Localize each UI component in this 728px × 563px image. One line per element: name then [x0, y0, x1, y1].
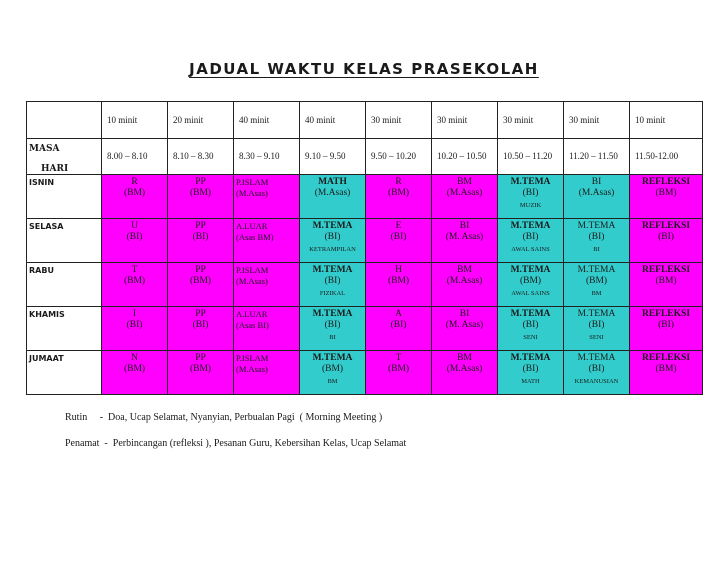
subject-cell — [102, 175, 168, 219]
subject-cell — [432, 307, 498, 351]
subject-name: H — [395, 265, 402, 275]
subject-medium: (BM) — [189, 276, 212, 286]
subject-medium: (BI) — [588, 320, 605, 330]
subject-name: R — [395, 177, 402, 187]
time-cell: 9.50 – 10.20 — [366, 139, 432, 175]
subject-cell — [366, 307, 432, 351]
subject-medium: (BM) — [585, 276, 608, 286]
subject-medium: (M.Asas) — [578, 188, 615, 198]
subject-name: BI — [591, 177, 602, 187]
subject-name: U — [131, 221, 138, 231]
subject-medium: (BI) — [390, 320, 407, 330]
subject-theme: SENI — [523, 334, 538, 341]
subject-name: M.TEMA — [510, 265, 551, 275]
subject-medium: (M. Asas) — [445, 232, 484, 242]
day-name-cell — [27, 263, 102, 307]
subject-theme: BM — [591, 290, 602, 297]
subject-medium: (BM) — [519, 276, 542, 286]
subject-name: BI — [459, 221, 470, 231]
time-cell: 9.10 – 9.50 — [300, 139, 366, 175]
subject-cell — [234, 219, 300, 263]
subject-name: P.ISLAM — [236, 353, 269, 363]
time-cell: 8.00 – 8.10 — [102, 139, 168, 175]
subject-name: N — [131, 353, 138, 363]
subject-cell — [630, 263, 703, 307]
subject-name: M.TEMA — [577, 309, 616, 319]
subject-theme: KETRAMPILAN — [309, 246, 356, 253]
day-row — [27, 175, 703, 219]
duration-cell: 30 minit — [366, 102, 432, 139]
duration-cell: 40 minit — [300, 102, 366, 139]
subject-medium: (BI) — [658, 232, 674, 242]
duration-cell: 10 minit — [630, 102, 703, 139]
day-row — [27, 351, 703, 395]
subject-cell — [432, 351, 498, 395]
subject-medium: (BM) — [655, 364, 677, 374]
timetable — [26, 101, 703, 395]
subject-name: A.LUAR — [236, 221, 268, 231]
subject-cell — [564, 307, 630, 351]
subject-cell — [234, 351, 300, 395]
subject-cell — [168, 307, 234, 351]
subject-name: A — [395, 309, 402, 319]
subject-cell — [300, 175, 366, 219]
subject-name: M.TEMA — [577, 265, 616, 275]
subject-medium: (BI) — [588, 364, 605, 374]
subject-name: M.TEMA — [510, 353, 551, 363]
subject-medium: (M. Asas) — [445, 320, 484, 330]
day-name: RABU — [29, 266, 54, 275]
subject-cell — [168, 351, 234, 395]
subject-name: P.ISLAM — [236, 265, 269, 275]
subject-medium: (BI) — [324, 320, 341, 330]
subject-cell — [498, 307, 564, 351]
subject-cell — [366, 351, 432, 395]
subject-name: REFLEKSI — [641, 353, 691, 363]
duration-row — [27, 102, 703, 139]
subject-cell — [234, 175, 300, 219]
subject-medium: (Asas BI) — [236, 320, 269, 330]
subject-medium: (BI) — [522, 320, 539, 330]
subject-medium: (M.Asas) — [236, 364, 268, 374]
subject-name: M.TEMA — [312, 353, 353, 363]
subject-theme: BI — [329, 334, 336, 341]
subject-name: T — [131, 265, 138, 275]
page-title: JADUAL WAKTU KELAS PRASEKOLAH — [189, 60, 539, 78]
subject-medium: (BI) — [522, 232, 539, 242]
subject-cell — [366, 175, 432, 219]
day-name: JUMAAT — [29, 354, 64, 363]
subject-name: PP — [195, 353, 206, 363]
subject-cell — [168, 263, 234, 307]
time-cell: 10.20 – 10.50 — [432, 139, 498, 175]
masa-label: MASA — [29, 144, 60, 154]
subject-cell — [630, 175, 703, 219]
subject-medium: (BI) — [522, 364, 539, 374]
subject-medium: (BM) — [123, 364, 146, 374]
subject-theme: SENI — [589, 334, 604, 341]
time-cell: 8.30 – 9.10 — [234, 139, 300, 175]
subject-cell — [102, 263, 168, 307]
subject-name: REFLEKSI — [641, 265, 691, 275]
subject-name: M.TEMA — [312, 221, 353, 231]
subject-name: A.LUAR — [236, 309, 268, 319]
subject-cell — [234, 307, 300, 351]
subject-cell — [234, 263, 300, 307]
subject-cell — [300, 219, 366, 263]
subject-cell — [300, 263, 366, 307]
duration-cell: 30 minit — [498, 102, 564, 139]
subject-theme: AWAL SAINS — [511, 290, 550, 297]
duration-cell: 30 minit — [564, 102, 630, 139]
subject-name: I — [132, 309, 137, 319]
subject-cell — [498, 219, 564, 263]
subject-name: BI — [459, 309, 470, 319]
subject-medium: (M.Asas) — [446, 276, 483, 286]
subject-cell — [630, 307, 703, 351]
subject-name: M.TEMA — [577, 221, 616, 231]
time-cell: 10.50 – 11.20 — [498, 139, 564, 175]
subject-medium: (BI) — [588, 232, 605, 242]
subject-medium: (BM) — [655, 188, 677, 198]
duration-cell: 40 minit — [234, 102, 300, 139]
subject-theme: BI — [593, 246, 600, 253]
subject-theme: FIZIKAL — [319, 290, 346, 297]
subject-medium: (Asas BM) — [236, 232, 274, 242]
subject-cell — [432, 219, 498, 263]
subject-name: M.TEMA — [577, 353, 616, 363]
subject-cell — [498, 175, 564, 219]
subject-cell — [366, 219, 432, 263]
subject-name: M.TEMA — [312, 309, 353, 319]
subject-name: E — [395, 221, 402, 231]
masa-hari-cell — [27, 139, 102, 175]
subject-name: P.ISLAM — [236, 177, 269, 187]
subject-name: R — [131, 177, 138, 187]
subject-name: M.TEMA — [312, 265, 353, 275]
subject-medium: (BI) — [522, 188, 539, 198]
day-name: ISNIN — [29, 178, 55, 187]
subject-name: T — [395, 353, 402, 363]
subject-cell — [102, 307, 168, 351]
subject-medium: (BI) — [658, 320, 674, 330]
subject-medium: (M.Asas) — [446, 364, 483, 374]
time-cell: 11.50-12.00 — [630, 139, 703, 175]
subject-name: M.TEMA — [510, 221, 551, 231]
day-name-cell — [27, 175, 102, 219]
duration-cell: 20 minit — [168, 102, 234, 139]
subject-cell — [102, 219, 168, 263]
subject-medium: (BM) — [123, 276, 146, 286]
duration-cell: 10 minit — [102, 102, 168, 139]
subject-name: M.TEMA — [510, 309, 551, 319]
day-row — [27, 307, 703, 351]
subject-medium: (BM) — [189, 364, 212, 374]
subject-medium: (M.Asas) — [314, 188, 351, 198]
subject-medium: (BM) — [387, 364, 410, 374]
subject-name: REFLEKSI — [641, 221, 691, 231]
time-cell: 8.10 – 8.30 — [168, 139, 234, 175]
subject-medium: (BI) — [192, 320, 209, 330]
subject-medium: (BM) — [655, 276, 677, 286]
subject-theme: BM — [327, 378, 338, 385]
subject-cell — [432, 175, 498, 219]
subject-name: PP — [195, 265, 206, 275]
day-name-cell — [27, 351, 102, 395]
subject-name: PP — [195, 309, 206, 319]
subject-cell — [630, 219, 703, 263]
hari-label: HARI — [41, 164, 69, 174]
time-row — [27, 139, 703, 175]
subject-name: BM — [457, 177, 472, 187]
duration-cell: 30 minit — [432, 102, 498, 139]
subject-name: BM — [457, 265, 472, 275]
subject-medium: (BI) — [192, 232, 209, 242]
subject-name: BM — [457, 353, 472, 363]
subject-cell — [564, 263, 630, 307]
note-penamat: Penamat - Perbincangan (refleksi ), Pesanan Guru, Kebersihan Kelas, Ucap Selamat — [65, 438, 407, 449]
subject-name: PP — [195, 221, 206, 231]
subject-medium: (BI) — [390, 232, 407, 242]
subject-cell — [498, 351, 564, 395]
subject-theme: MUZIK — [519, 202, 542, 209]
subject-cell — [300, 307, 366, 351]
subject-medium: (M.Asas) — [236, 276, 268, 286]
subject-medium: (BM) — [387, 276, 410, 286]
time-cell: 11.20 – 11.50 — [564, 139, 630, 175]
day-name: SELASA — [29, 222, 64, 231]
corner-cell — [27, 102, 102, 139]
subject-cell — [168, 219, 234, 263]
subject-name: M.TEMA — [510, 177, 551, 187]
subject-name: REFLEKSI — [641, 309, 691, 319]
note-rutin: Rutin - Doa, Ucap Selamat, Nyanyian, Perbualan Pagi ( Morning Meeting ) — [65, 412, 383, 423]
subject-medium: (BM) — [387, 188, 410, 198]
day-row — [27, 219, 703, 263]
day-name-cell — [27, 219, 102, 263]
subject-medium: (M.Asas) — [446, 188, 483, 198]
subject-name: PP — [195, 177, 206, 187]
subject-cell — [300, 351, 366, 395]
subject-medium: (M.Asas) — [236, 188, 268, 198]
day-name-cell — [27, 307, 102, 351]
subject-name: REFLEKSI — [641, 177, 691, 187]
subject-theme: AWAL SAINS — [511, 246, 550, 253]
day-row — [27, 263, 703, 307]
subject-medium: (BM) — [321, 364, 344, 374]
subject-medium: (BI) — [126, 320, 143, 330]
subject-cell — [498, 263, 564, 307]
subject-medium: (BI) — [126, 232, 143, 242]
subject-cell — [366, 263, 432, 307]
subject-cell — [168, 175, 234, 219]
subject-theme: MATH — [521, 378, 540, 385]
subject-medium: (BM) — [189, 188, 212, 198]
subject-cell — [564, 175, 630, 219]
subject-medium: (BM) — [123, 188, 146, 198]
subject-medium: (BI) — [324, 232, 341, 242]
subject-cell — [432, 263, 498, 307]
subject-cell — [564, 351, 630, 395]
subject-theme: KEMANUSIAN — [574, 378, 619, 385]
subject-name: MATH — [318, 177, 347, 187]
subject-medium: (BI) — [324, 276, 341, 286]
subject-cell — [564, 219, 630, 263]
day-name: KHAMIS — [29, 310, 65, 319]
subject-cell — [102, 351, 168, 395]
subject-cell — [630, 351, 703, 395]
